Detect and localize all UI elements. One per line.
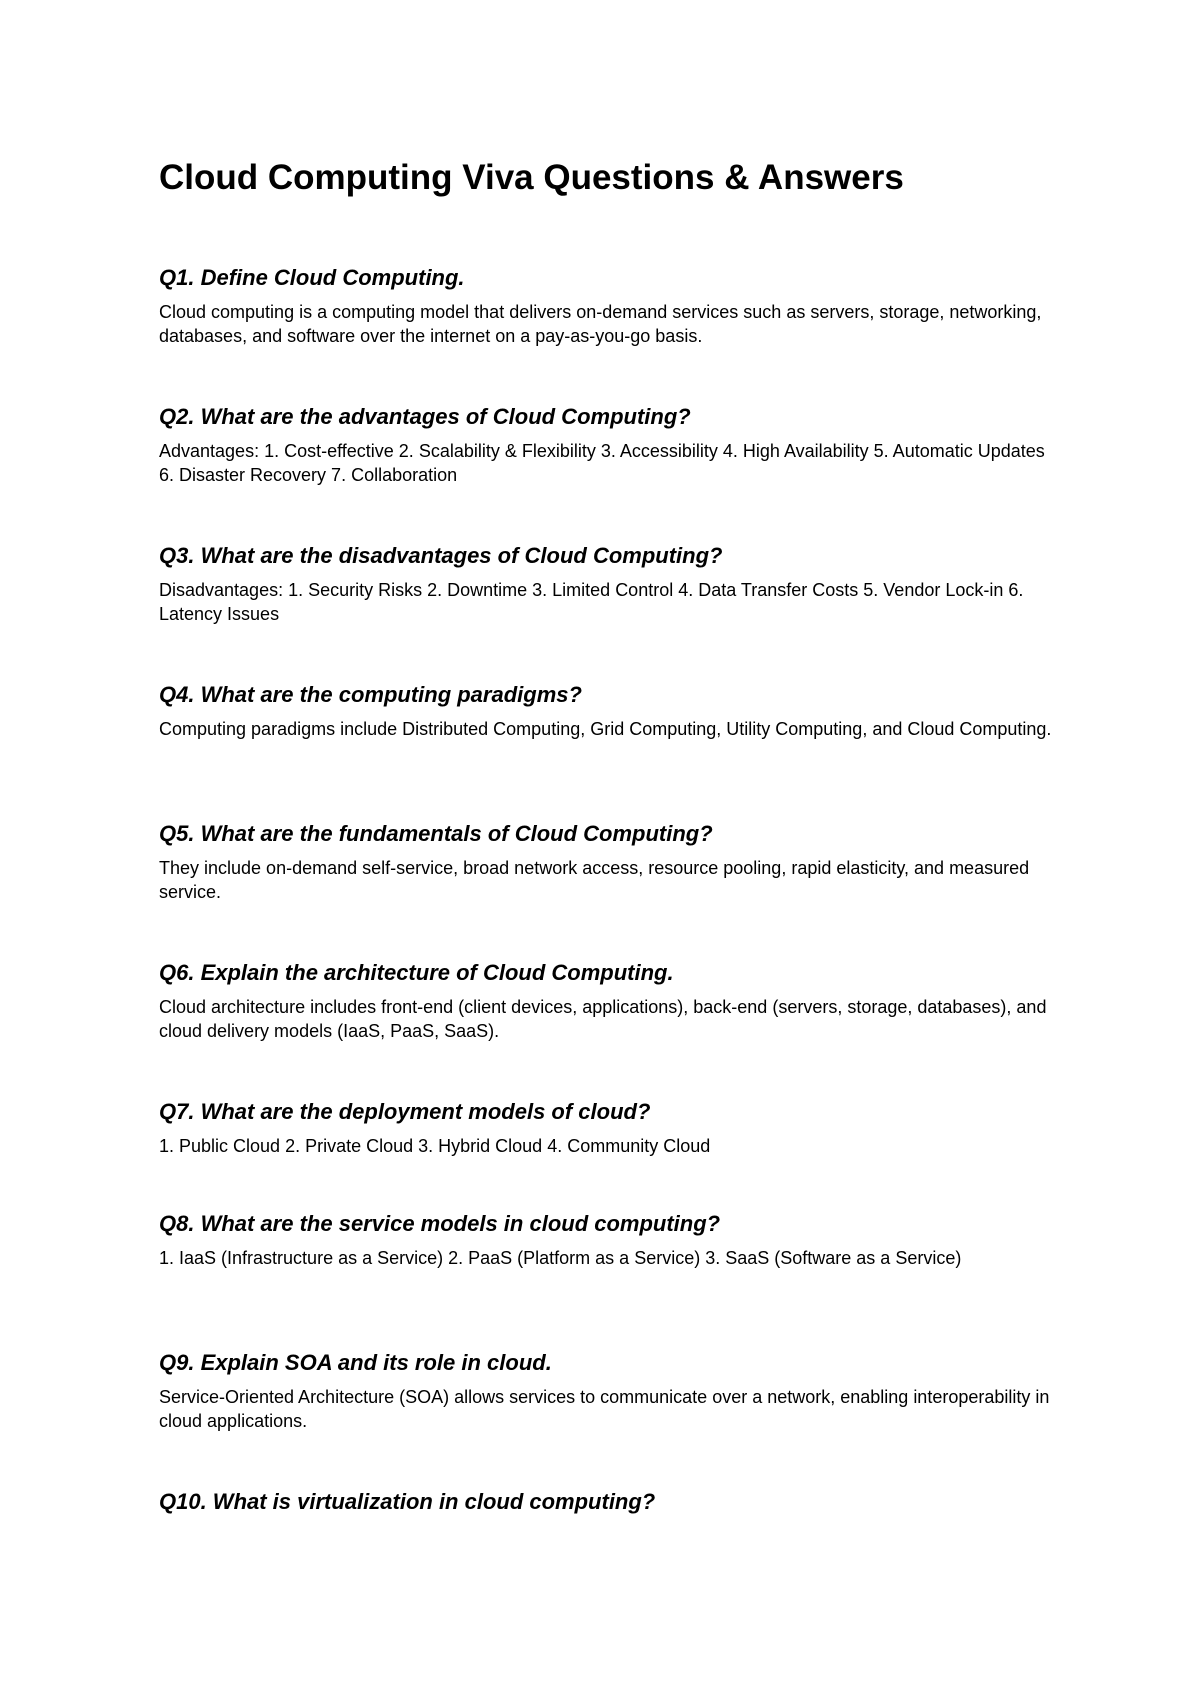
question-heading: Q2. What are the advantages of Cloud Computing? — [159, 404, 691, 429]
answer-text: Cloud architecture includes front-end (client devices, applications), back-end (servers, storage, databases), and cloud delivery models (IaaS, PaaS, SaaS). — [159, 997, 1047, 1041]
qa-item — [159, 1488, 1059, 1516]
question-heading: Q9. Explain SOA and its role in cloud. — [159, 1350, 552, 1375]
question-heading: Q5. What are the fundamentals of Cloud Computing? — [159, 821, 713, 846]
qa-item — [159, 403, 1059, 487]
answer-text: Service-Oriented Architecture (SOA) allows services to communicate over a network, enabling interoperability in cloud applications. — [159, 1387, 1050, 1431]
qa-item — [159, 959, 1059, 1043]
answer-text: 1. IaaS (Infrastructure as a Service) 2. PaaS (Platform as a Service) 3. SaaS (Software as a Service) — [159, 1248, 962, 1268]
qa-item — [159, 681, 1059, 741]
answer-text: Computing paradigms include Distributed Computing, Grid Computing, Utility Computing, and Cloud Computing. — [159, 719, 1052, 739]
qa-item — [159, 264, 1059, 348]
answer-text: 1. Public Cloud 2. Private Cloud 3. Hybrid Cloud 4. Community Cloud — [159, 1136, 711, 1156]
question-heading: Q8. What are the service models in cloud computing? — [159, 1211, 721, 1236]
answer-text: They include on-demand self-service, broad network access, resource pooling, rapid elasticity, and measured service. — [159, 858, 1030, 902]
qa-item — [159, 1349, 1059, 1433]
qa-item — [159, 1098, 1059, 1158]
qa-item — [159, 1210, 1059, 1270]
question-heading: Q1. Define Cloud Computing. — [159, 265, 465, 290]
question-heading: Q3. What are the disadvantages of Cloud Computing? — [159, 543, 723, 568]
answer-text: Cloud computing is a computing model that delivers on-demand services such as servers, storage, networking, databases, and software over the internet on a pay-as-you-go basis. — [159, 302, 1042, 346]
page-title: Cloud Computing Viva Questions & Answers — [159, 158, 904, 197]
question-heading: Q4. What are the computing paradigms? — [159, 682, 582, 707]
answer-text: Advantages: 1. Cost-effective 2. Scalability & Flexibility 3. Accessibility 4. High Availability 5. Automatic Updates 6. Disaster Recovery 7. Collaboration — [159, 441, 1045, 485]
qa-item — [159, 820, 1059, 904]
answer-text: Disadvantages: 1. Security Risks 2. Downtime 3. Limited Control 4. Data Transfer Costs 5. Vendor Lock-in 6. Latency Issues — [159, 580, 1024, 624]
question-heading: Q6. Explain the architecture of Cloud Computing. — [159, 960, 674, 985]
question-heading: Q10. What is virtualization in cloud computing? — [159, 1489, 656, 1514]
qa-item — [159, 542, 1059, 626]
question-heading: Q7. What are the deployment models of cloud? — [159, 1099, 651, 1124]
